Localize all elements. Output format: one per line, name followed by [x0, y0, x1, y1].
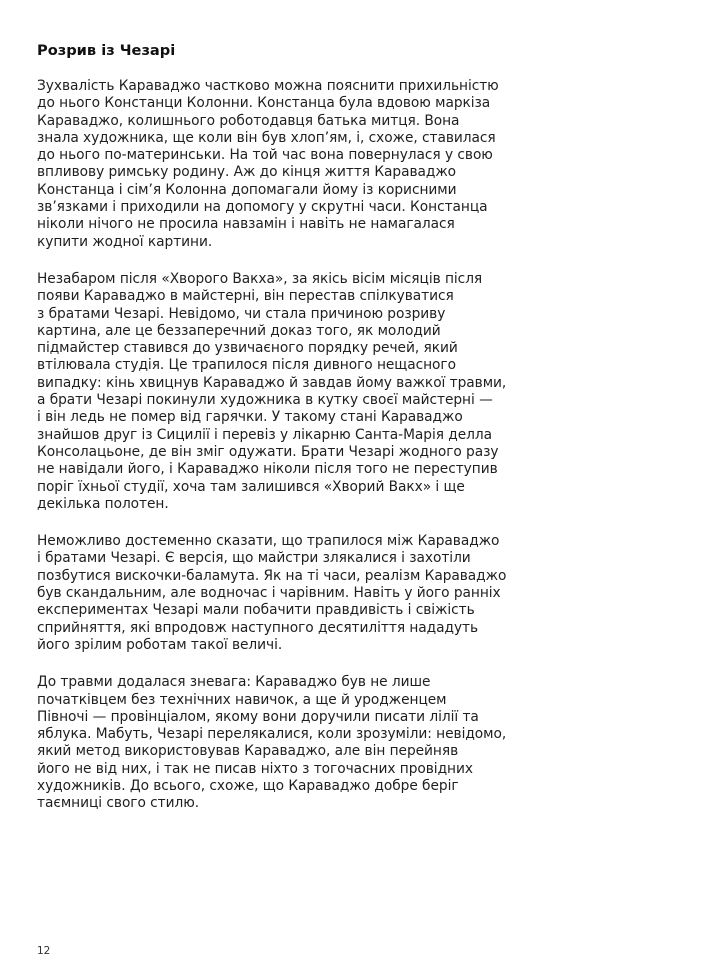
text-line: таємниці свого стилю.: [37, 795, 200, 812]
text-line: Констанца і сім’я Колонна допомагали йому із корисними: [37, 181, 457, 198]
text-line: Консолацьоне, де він зміг одужати. Брати Чезарі жодного разу: [37, 443, 499, 460]
text-line: був скандальним, але водночас і чарівним. Навіть у його ранніх: [37, 585, 501, 602]
text-line: а брати Чезарі покинули художника в кутку своєї майстерні —: [37, 392, 493, 409]
text-line: зв’язками і приходили на допомогу у скрутні часи. Констанца: [37, 199, 488, 216]
text-line: картина, але це беззаперечний доказ того, як молодий: [37, 322, 441, 339]
text-line: його не від них, і так не писав ніхто з тогочасних провідних: [37, 760, 473, 777]
paragraph: [37, 271, 505, 513]
text-line: Незабаром після «Хворого Вакха», за якісь вісім місяців після: [37, 270, 483, 287]
text-line: і братами Чезарі. Є версія, що майстри злякалися і захотіли: [37, 550, 471, 567]
text-line: втілювала студія. Це трапилося після дивного нещасного: [37, 357, 456, 374]
page-number: 12: [37, 945, 51, 957]
text-line: знала художника, ще коли він був хлоп’ям, і, схоже, ставилася: [37, 129, 496, 146]
text-line: купити жодної картини.: [37, 233, 213, 250]
text-line: Караваджо, колишнього роботодавця батька митця. Вона: [37, 112, 460, 129]
text-line: до нього Констанци Колонни. Констанца була вдовою маркіза: [37, 95, 491, 112]
text-line: декілька полотен.: [37, 495, 169, 512]
text-line: початківцем без технічних навичок, а ще й уродженцем: [37, 691, 447, 708]
text-line: знайшов друг із Сицилії і перевіз у лікарню Санта-Марія делла: [37, 426, 492, 443]
text-line: не навідали його, і Караваджо ніколи після того не переступив: [37, 461, 498, 478]
text-line: поріг їхньої студії, хоча там залишився «Хворий Вакх» і ще: [37, 478, 465, 495]
text-line: До травми додалася зневага: Караваджо був не лише: [37, 674, 431, 691]
text-line: появи Караваджо в майстерні, він перестав спілкуватися: [37, 288, 454, 305]
text-line: до нього по-материнськи. На той час вона повернулася у свою: [37, 147, 493, 164]
text-line: впливову римську родину. Аж до кінця життя Караваджо: [37, 164, 457, 181]
page-content: [37, 42, 505, 833]
text-line: художників. До всього, схоже, що Караваджо добре беріг: [37, 777, 459, 794]
text-line: підмайстер ставився до узвичаєного порядку речей, який: [37, 340, 458, 357]
paragraph: [37, 533, 505, 654]
chapter-heading: Розрив із Чезарі: [37, 42, 176, 59]
text-line: і він ледь не помер від гарячки. У такому стані Караваджо: [37, 409, 463, 426]
paragraph: [37, 78, 505, 251]
text-line: сприйняття, які впродовж наступного десятиліття нададуть: [37, 619, 479, 636]
text-line: позбутися вискочки-баламута. Як на ті часи, реалізм Караваджо: [37, 567, 507, 584]
text-line: Півночі — провінціалом, якому вони доручили писати лілії та: [37, 708, 479, 725]
text-line: який метод використовував Караваджо, але він перейняв: [37, 743, 459, 760]
text-line: з братами Чезарі. Невідомо, чи стала причиною розриву: [37, 305, 446, 322]
text-line: яблука. Мабуть, Чезарі перелякалися, коли зрозуміли: невідомо,: [37, 726, 507, 743]
text-line: його зрілим роботам такої величі.: [37, 636, 283, 653]
text-line: ніколи нічого не просила навзамін і навіть не намагалася: [37, 216, 455, 233]
text-line: експериментах Чезарі мали побачити правдивість і свіжість: [37, 602, 475, 619]
text-line: Зухвалість Караваджо частково можна пояснити прихильністю: [37, 78, 499, 94]
text-line: Неможливо достеменно сказати, що трапилося між Караваджо: [37, 533, 500, 550]
body-text: [37, 78, 505, 813]
text-line: випадку: кінь хвицнув Караваджо й завдав йому важкої травми,: [37, 374, 507, 391]
paragraph: [37, 674, 505, 812]
